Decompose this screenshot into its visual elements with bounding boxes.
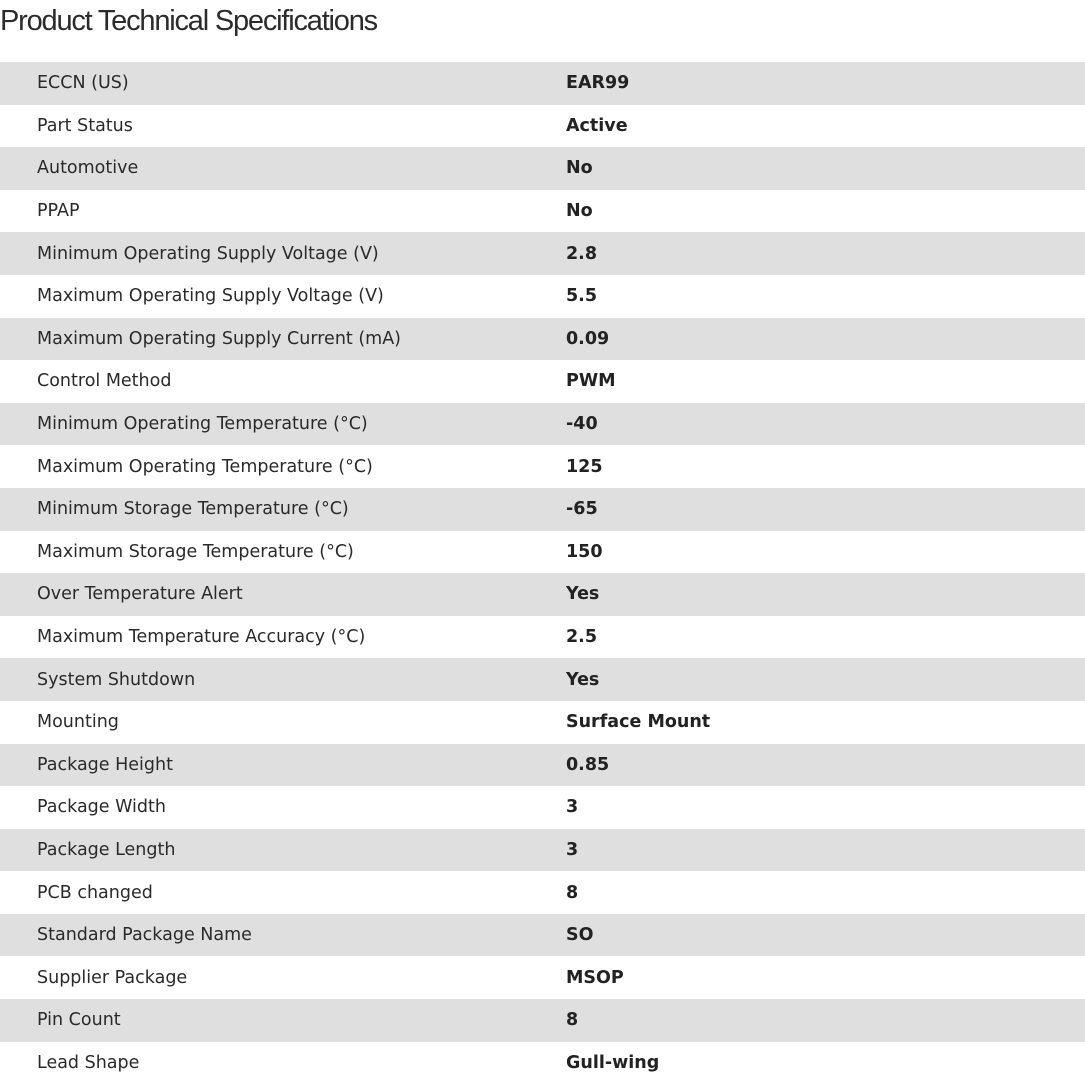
spec-value: Surface Mount (566, 712, 711, 733)
spec-value: 3 (566, 829, 1085, 872)
table-row (0, 403, 1085, 446)
table-row (0, 318, 1085, 361)
spec-label: Package Height (0, 744, 566, 787)
table-row (0, 105, 1085, 148)
spec-label: Automotive (0, 147, 566, 190)
spec-label: ECCN (US) (0, 62, 566, 105)
spec-label: Over Temperature Alert (0, 573, 566, 616)
spec-value: No (566, 201, 593, 222)
spec-value: 125 (566, 456, 603, 477)
spec-value: 2.8 (566, 232, 1085, 275)
spec-value: SO (566, 914, 1085, 957)
spec-label: Supplier Package (37, 967, 188, 988)
spec-label: PCB changed (37, 882, 153, 903)
spec-value: 8 (566, 882, 579, 903)
table-row (0, 829, 1085, 872)
spec-value: MSOP (566, 967, 624, 988)
spec-value: -40 (566, 403, 1085, 446)
table-row (0, 360, 1085, 403)
table-row (0, 573, 1085, 616)
spec-label: Package Width (37, 797, 166, 818)
table-row (0, 999, 1085, 1042)
table-row (0, 488, 1085, 531)
spec-label: Minimum Operating Supply Voltage (V) (0, 232, 566, 275)
spec-label: Mounting (37, 712, 119, 733)
spec-value: Active (566, 115, 628, 136)
spec-label: PPAP (37, 201, 80, 222)
table-row (0, 275, 1085, 318)
spec-label: Pin Count (0, 999, 566, 1042)
spec-value: 150 (566, 541, 603, 562)
table-row (0, 616, 1085, 659)
table-row (0, 1042, 1085, 1084)
spec-value: 5.5 (566, 286, 598, 307)
spec-value: 8 (566, 999, 1085, 1042)
spec-label: Minimum Operating Temperature (°C) (0, 403, 566, 446)
table-row (0, 445, 1085, 488)
table-row (0, 658, 1085, 701)
spec-value: Yes (566, 573, 1085, 616)
spec-value: -65 (566, 488, 1085, 531)
spec-value: 0.09 (566, 318, 1085, 361)
table-row (0, 62, 1085, 105)
spec-value: PWM (566, 371, 616, 392)
spec-value: EAR99 (566, 62, 1085, 105)
spec-label: Maximum Operating Supply Voltage (V) (37, 286, 384, 307)
spec-label: Part Status (37, 115, 133, 136)
spec-label: Maximum Temperature Accuracy (°C) (37, 627, 366, 648)
spec-label: Maximum Storage Temperature (°C) (37, 541, 354, 562)
spec-label: Package Length (0, 829, 566, 872)
spec-label: Control Method (37, 371, 172, 392)
table-row (0, 701, 1085, 744)
table-row (0, 871, 1085, 914)
spec-label: Lead Shape (37, 1052, 140, 1073)
spec-label: Minimum Storage Temperature (°C) (0, 488, 566, 531)
spec-value: Gull-wing (566, 1052, 660, 1073)
table-row (0, 232, 1085, 275)
spec-label: Standard Package Name (0, 914, 566, 957)
spec-label: Maximum Operating Temperature (°C) (37, 456, 373, 477)
spec-value: No (566, 147, 1085, 190)
spec-table (0, 62, 1085, 1084)
table-row (0, 147, 1085, 190)
table-row (0, 531, 1085, 574)
table-row (0, 956, 1085, 999)
table-row (0, 786, 1085, 829)
spec-label: Maximum Operating Supply Current (mA) (0, 318, 566, 361)
spec-value: 0.85 (566, 744, 1085, 787)
spec-value: 3 (566, 797, 579, 818)
spec-value: Yes (566, 658, 1085, 701)
page-title: Product Technical Specifications (0, 5, 377, 37)
spec-value: 2.5 (566, 627, 598, 648)
table-row (0, 744, 1085, 787)
table-row (0, 914, 1085, 957)
table-row (0, 190, 1085, 233)
spec-label: System Shutdown (0, 658, 566, 701)
